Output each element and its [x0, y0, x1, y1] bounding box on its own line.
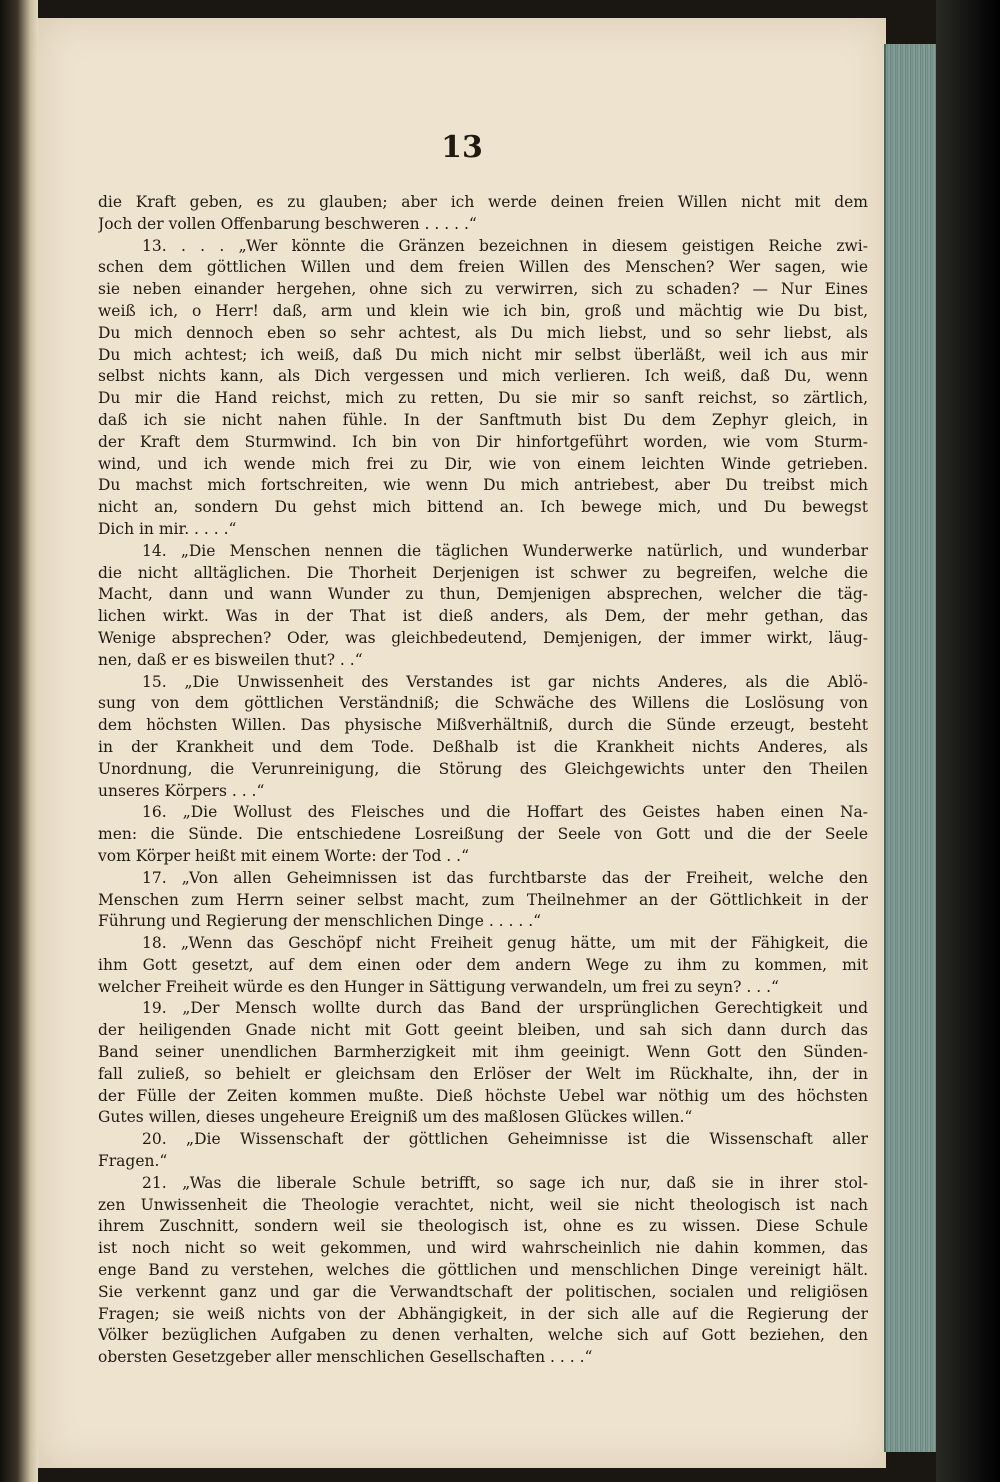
text-line: 21. „Was die liberale Schule betrifft, so sage ich nur, daß sie in ihrer stol-	[142, 1173, 868, 1192]
text-line: Du mich achtest; ich weiß, daß Du mich nicht mir selbst überläßt, weil ich aus mir	[98, 345, 868, 364]
text-line: Du mir die Hand reichst, mich zu retten, Du sie mir so sanft reichst, so zärtlich,	[98, 389, 868, 408]
text-line: wind, und ich wende mich frei zu Dir, wie von einem leichten Winde getrieben.	[98, 454, 868, 473]
text-line: die Kraft geben, es zu glauben; aber ich werde deinen freien Willen nicht mit dem	[98, 193, 868, 211]
text-line: der heiligenden Gnade nicht mit Gott geeint bleiben, und sah sich dann durch das	[98, 1021, 868, 1040]
text-line: schen dem göttlichen Willen und dem freien Willen des Menschen? Wer sagen, wie	[98, 258, 868, 277]
text-line: Fragen; sie weiß nichts von der Abhängigkeit, in der sich alle auf die Regierung der	[98, 1304, 868, 1323]
text-line: Wenige absprechen? Oder, was gleichbedeutend, Demjenigen, der immer wirkt, läug-	[98, 628, 868, 647]
text-line: in der Krankheit und dem Tode. Deßhalb ist die Krankheit nichts Anderes, als	[98, 737, 868, 756]
text-line: fall zuließ, so behielt er gleichsam den Erlöser der Welt im Rückhalte, ihn, der in	[98, 1064, 868, 1083]
text-line: ihm Gott gesetzt, auf dem einen oder dem andern Wege zu ihm zu kommen, mit	[98, 955, 868, 974]
text-line: Völker bezüglichen Aufgaben zu denen verhalten, welche sich auf Gott beziehen, den	[98, 1326, 868, 1345]
text-line: sung von dem göttlichen Verständniß; die Schwäche des Willens die Loslösung von	[98, 694, 868, 713]
text-line: vom Körper heißt mit einem Worte: der Tod . .“	[98, 846, 470, 865]
text-line: Du mich dennoch eben so sehr achtest, als Du mich liebst, und so sehr liebst, als	[98, 323, 868, 342]
text-line: Joch der vollen Offenbarung beschweren . . . . .“	[98, 214, 477, 233]
text-line: Sie verkennt ganz und gar die Verwandtschaft der politischen, socialen und religiösen	[98, 1282, 868, 1301]
text-line: 16. „Die Wollust des Fleisches und die Hoffart des Geistes haben einen Na-	[142, 803, 868, 822]
text-line: unseres Körpers . . .“	[98, 781, 265, 800]
text-line: der Fülle der Zeiten kommen mußte. Dieß höchste Uebel war nöthig um des höchsten	[98, 1086, 868, 1105]
text-line: 15. „Die Unwissenheit des Verstandes ist gar nichts Anderes, als die Ablö-	[142, 672, 868, 691]
text-line: weiß ich, o Herr! daß, arm und klein wie ich bin, groß und mächtig wie Du bist,	[98, 301, 868, 320]
book-cover	[936, 0, 1000, 1482]
text-line: Du machst mich fortschreiten, wie wenn Du mich antriebest, aber Du treibst mich	[98, 476, 868, 495]
text-line: 20. „Die Wissenschaft der göttlichen Geheimnisse ist die Wissenschaft aller	[142, 1130, 868, 1149]
text-line: men: die Sünde. Die entschiedene Losreißung der Seele von Gott und die der Seele	[98, 825, 868, 844]
book-page	[38, 18, 886, 1468]
text-line: ist noch nicht so weit gekommen, und wird wahrscheinlich nie dahin kommen, das	[98, 1239, 868, 1258]
page-number: 13	[441, 130, 483, 165]
text-line: die nicht alltäglichen. Die Thorheit Derjenigen ist schwer zu begreifen, welche die	[98, 563, 868, 582]
page-edges	[884, 44, 938, 1452]
text-line: daß ich sie nicht nahen fühle. In der Sanftmuth bist Du dem Zephyr gleich, in	[98, 410, 868, 429]
text-line: 17. „Von allen Geheimnissen ist das furchtbarste das der Freiheit, welche den	[142, 868, 868, 887]
text-line: Dich in mir. . . . .“	[98, 519, 237, 538]
text-line: 19. „Der Mensch wollte durch das Band der ursprünglichen Gerechtigkeit und	[142, 999, 868, 1018]
text-line: Band seiner unendlichen Barmherzigkeit mit ihm geeinigt. Wenn Gott den Sünden-	[98, 1043, 868, 1062]
text-line: der Kraft dem Sturmwind. Ich bin von Dir hinfortgeführt worden, wie vom Sturm-	[98, 432, 868, 451]
left-page-edge	[0, 0, 38, 1482]
text-line: 14. „Die Menschen nennen die täglichen Wunderwerke natürlich, und wunderbar	[142, 541, 868, 560]
text-line: Macht, dann und wann Wunder zu thun, Demjenigen absprechen, welcher die täg-	[98, 585, 868, 604]
text-line: Unordnung, die Verunreinigung, die Störung des Gleichgewichts unter den Theilen	[98, 759, 868, 778]
text-line: zen Unwissenheit die Theologie verachtet, nicht, weil sie nicht theologisch ist nach	[98, 1195, 868, 1214]
text-line: enge Band zu verstehen, welches die göttlichen und menschlichen Dinge vereinigt hält.	[98, 1261, 868, 1280]
text-line: selbst nichts kann, als Dich vergessen und mich verlieren. Ich weiß, daß Du, wenn	[98, 367, 868, 386]
text-line: ihrem Zuschnitt, sondern weil sie theologisch ist, ohne es zu wissen. Diese Schule	[98, 1217, 868, 1236]
text-line: Gutes willen, dieses ungeheure Ereigniß um des maßlosen Glückes willen.“	[98, 1108, 693, 1127]
text-line: 13. . . . „Wer könnte die Gränzen bezeichnen in diesem geistigen Reiche zwi-	[142, 236, 868, 255]
text-line: obersten Gesetzgeber aller menschlichen Gesellschaften . . . .“	[98, 1348, 593, 1367]
text-line: Führung und Regierung der menschlichen Dinge . . . . .“	[98, 912, 542, 931]
text-line: dem höchsten Willen. Das physische Mißverhältniß, durch die Sünde erzeugt, besteht	[98, 716, 868, 735]
text-line: Menschen zum Herrn seiner selbst macht, zum Theilnehmer an der Göttlichkeit in der	[98, 890, 868, 909]
text-line: nicht an, sondern Du gehst mich bittend an. Ich bewege mich, und Du bewegst	[98, 498, 868, 517]
text-line: 18. „Wenn das Geschöpf nicht Freiheit genug hätte, um mit der Fähigkeit, die	[142, 934, 868, 953]
text-line: welcher Freiheit würde es den Hunger in Sättigung verwandeln, um frei zu seyn? . . .“	[98, 977, 779, 996]
text-line: lichen wirkt. Was in der That ist dieß anders, als Dem, der mehr gethan, das	[98, 607, 868, 626]
text-line: Fragen.“	[98, 1152, 168, 1171]
body-text	[98, 192, 868, 1367]
text-line: sie neben einander hergehen, ohne sich zu verwirren, sich zu schaden? — Nur Eines	[98, 280, 868, 299]
text-line: nen, daß er es bisweilen thut? . .“	[98, 650, 363, 669]
